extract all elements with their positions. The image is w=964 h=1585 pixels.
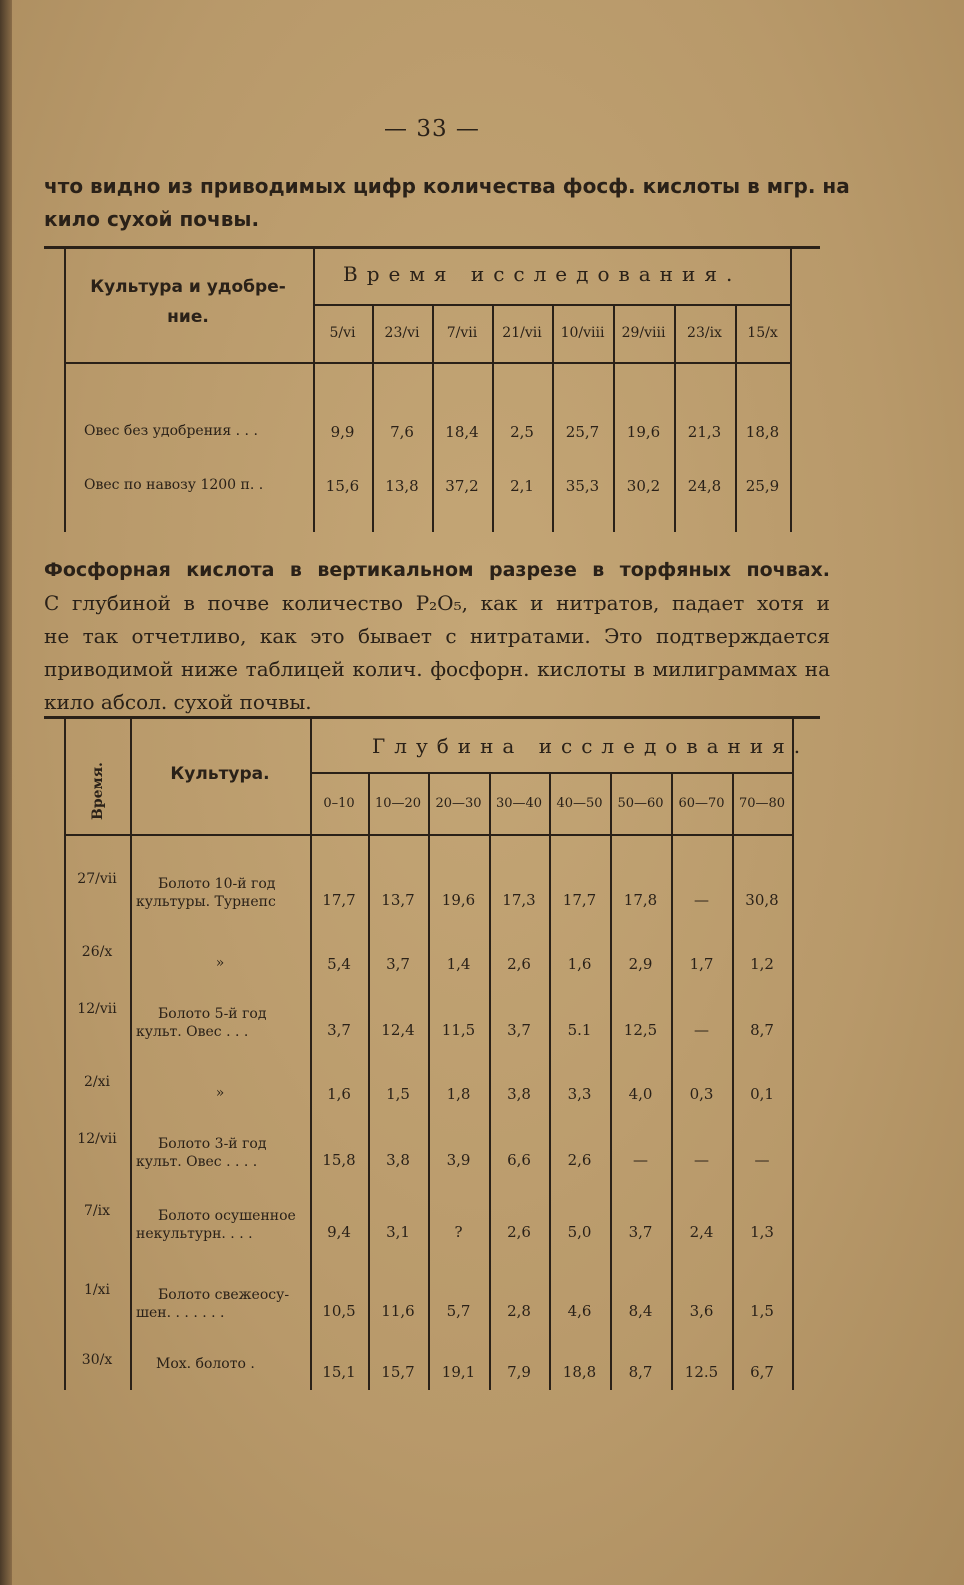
table2-cell: 2,6	[567, 1151, 592, 1169]
table2-culture-cell	[136, 1135, 266, 1171]
table2-cell: 3,1	[386, 1223, 410, 1241]
table2-column-header: 20—30	[435, 796, 482, 811]
intro-paragraph	[44, 170, 850, 236]
table2-cell: 15,7	[381, 1363, 415, 1381]
table2-cell: 15,8	[322, 1151, 356, 1169]
table2-time-cell: 12/vii	[77, 1001, 117, 1017]
table2-cell: 18,8	[562, 1363, 597, 1381]
table1-column-header: 29/viii	[621, 325, 666, 341]
table2-cell: 0,3	[689, 1085, 714, 1103]
table2-cell: 4,6	[567, 1302, 592, 1320]
table2-cell: 5,0	[567, 1223, 592, 1241]
table2-column-divider	[732, 772, 734, 1390]
table2-culture-header: Культура.	[170, 764, 270, 784]
table1-cell: 25,7	[565, 423, 600, 441]
table2-column-divider	[368, 772, 370, 1390]
table2-cell: 3,7	[628, 1223, 653, 1241]
table1-cell: 2,1	[510, 477, 534, 495]
table1-column-header: 23/vi	[384, 325, 420, 341]
table2-cell: 8,7	[628, 1363, 653, 1381]
table1-cell: 18,8	[745, 423, 780, 441]
table2-cell: 2,8	[507, 1302, 531, 1320]
table2-culture-line: Болото осушенное	[158, 1208, 296, 1224]
table2-cell: 30,8	[745, 891, 779, 909]
table2-cell: 19,1	[441, 1363, 476, 1381]
book-spine-edge	[0, 0, 12, 1585]
table2-cell: 3,6	[689, 1302, 714, 1320]
intro-line-2: кило сухой почвы.	[44, 207, 260, 231]
table2-time-cell: 26/x	[81, 944, 113, 960]
table1-column-header: 5/vi	[329, 325, 356, 341]
page-number: — 33 —	[384, 116, 480, 142]
table2-cell: 8,4	[628, 1302, 653, 1320]
table2-cell: 6,7	[750, 1363, 774, 1381]
table1-cell: 9,9	[330, 423, 355, 441]
table2-cell: 1,8	[446, 1085, 471, 1103]
table2-column-divider	[428, 772, 430, 1390]
table2-cell: 6,6	[507, 1151, 531, 1169]
table2-column-header: 40—50	[556, 796, 603, 811]
table1-column-header: 15/x	[747, 325, 778, 341]
table2-culture-cell	[136, 1286, 289, 1322]
table2-cell: 12,4	[381, 1021, 415, 1039]
table2-cell: 1,2	[750, 955, 774, 973]
table2-cell: 1,5	[750, 1302, 774, 1320]
table2-left-border	[64, 716, 66, 1390]
table2-column-header: 30—40	[495, 796, 543, 811]
section-heading: Фосфорная кислота в вертикальном разрезе в торфяных почвах.	[44, 559, 830, 581]
table2-cell: 5,7	[446, 1302, 471, 1320]
table2-column-header: 70—80	[738, 796, 786, 811]
table1-cell: 19,6	[626, 423, 661, 441]
table2-cell: 12,5	[623, 1021, 658, 1039]
table2-cell: 17,7	[562, 891, 597, 909]
table2-top-rule	[44, 716, 820, 719]
table2-cell: 3,9	[446, 1151, 471, 1169]
table2-cell: —	[633, 1151, 648, 1169]
table2-cell: 5,4	[327, 955, 351, 973]
table1-header-rule	[64, 362, 790, 364]
table1-cell: 21,3	[687, 423, 722, 441]
table1-cell: 30,2	[626, 477, 661, 495]
table2-cell: 1,4	[446, 955, 471, 973]
table2-cell: 3,8	[507, 1085, 531, 1103]
table2-cell: 3,8	[386, 1151, 410, 1169]
table2-time-cell: 12/vii	[77, 1131, 117, 1147]
table2-cell: 13,7	[381, 891, 415, 909]
table1-cell: 18,4	[445, 423, 479, 441]
table2-culture-line: культуры. Турнепс	[136, 894, 276, 910]
table2-cell: 3,3	[567, 1085, 592, 1103]
table2-cell: —	[694, 1021, 709, 1039]
table2-culture-line: некультурн. . . .	[136, 1226, 253, 1242]
table1-corner-header: Культура и удобре-ние.	[90, 277, 286, 327]
table2-culture-line: культ. Овес . . .	[136, 1024, 249, 1040]
table2-culture-line: шен. . . . . . .	[136, 1305, 225, 1321]
table1-span-header: Время исследования.	[343, 262, 742, 286]
table2-subheader-rule	[310, 772, 792, 774]
table2-span-header: Глубина исследования.	[372, 734, 810, 758]
table2-cell: 12.5	[684, 1363, 719, 1381]
table2-column-header: 60—70	[678, 796, 725, 811]
table2-column-divider	[671, 772, 673, 1390]
table2-cell: —	[694, 891, 709, 909]
table1-column-header: 7/vii	[446, 325, 478, 341]
table2-cell: 3,7	[327, 1021, 351, 1039]
table2-culture-cell: »	[215, 1085, 225, 1101]
section-line-2: не так отчетливо, как это бывает с нитратами. Это подтверждается	[44, 624, 830, 648]
table2-time-cell: 30/x	[81, 1352, 113, 1368]
table1-cell: 15,6	[325, 477, 360, 495]
table1-row-label: Овес по навозу 1200 п. .	[84, 477, 264, 493]
table2-cell: 9,4	[327, 1223, 351, 1241]
table2-cell: 1,5	[386, 1085, 410, 1103]
table2-time-cell: 27/vii	[77, 871, 117, 887]
table2-cell: 2,6	[507, 1223, 531, 1241]
table1-column-divider	[790, 246, 792, 532]
table1-top-rule	[44, 246, 820, 249]
table2-culture-line: культ. Овес . . . .	[136, 1154, 258, 1170]
table2-cell: 1,3	[750, 1223, 774, 1241]
table2-cell: 1,6	[567, 955, 592, 973]
table2-cell: 2,6	[507, 955, 531, 973]
section-line-3: приводимой ниже таблицей колич. фосфорн. кислоты в милиграммах на	[44, 657, 830, 681]
table2-column-divider	[310, 716, 312, 1390]
table2-cell: —	[754, 1151, 770, 1169]
section-line-4: кило абсол. сухой почвы.	[44, 690, 312, 714]
section-paragraph	[44, 554, 830, 719]
table2-cell: 0,1	[750, 1085, 774, 1103]
table1-row-label: Овес без удобрения . . .	[84, 423, 258, 439]
table2-column-header: 50—60	[617, 796, 664, 811]
table2-cell: 17,3	[502, 891, 536, 909]
table2-culture-cell: Мох. болото .	[156, 1356, 255, 1372]
table2-cell: 19,6	[441, 891, 476, 909]
table2-time-cell: 2/xi	[84, 1074, 110, 1090]
intro-line-1: что видно из приводимых цифр количества фосф. кислоты в мгр. на	[44, 174, 850, 198]
table1-column-header: 21/vii	[502, 325, 542, 341]
table2-cell: 17,8	[623, 891, 658, 909]
table2-time-divider	[130, 716, 132, 1390]
table2-cell: 3,7	[507, 1021, 531, 1039]
table2-column-divider	[610, 772, 612, 1390]
table1-cell: 37,2	[445, 477, 479, 495]
table2-cell: 2,9	[628, 955, 653, 973]
table2-cell: 2,4	[689, 1223, 714, 1241]
table2-time-cell: 7/ix	[84, 1203, 110, 1219]
table2-column-header: 10—20	[374, 796, 422, 811]
table2-cell: 17,7	[322, 891, 356, 909]
table2-column-header: 0–10	[323, 796, 355, 811]
table2-cell: ?	[454, 1223, 463, 1241]
table1-column-header: 23/ix	[687, 325, 722, 341]
table1-cell: 2,5	[510, 423, 534, 441]
table1-cell: 7,6	[390, 423, 414, 441]
table2-culture-line: Болото 3-й год	[158, 1136, 267, 1152]
table2-cell: 1,6	[327, 1085, 351, 1103]
table1-left-border	[64, 246, 66, 532]
table2-cell: 5.1	[567, 1021, 592, 1039]
table2-culture-cell	[136, 875, 276, 911]
table1-cell: 25,9	[745, 477, 780, 495]
table2-cell: 10,5	[322, 1302, 356, 1320]
table2-cell: 3,7	[386, 955, 410, 973]
table2-time-header: Время.	[90, 762, 106, 820]
table2-column-divider	[489, 772, 491, 1390]
table2-culture-line: Болото свежеосу-	[158, 1287, 290, 1303]
table2-column-divider	[549, 772, 551, 1390]
table2-culture-cell	[136, 1207, 296, 1243]
table1-cell: 24,8	[687, 477, 722, 495]
table2-culture-line: Болото 5-й год	[158, 1006, 267, 1022]
table2-culture-cell	[136, 1005, 266, 1041]
table1-cell: 13,8	[385, 477, 419, 495]
table1-column-header: 10/viii	[560, 325, 605, 341]
table2-cell: 15,1	[322, 1363, 356, 1381]
table2-culture-cell: »	[215, 955, 225, 971]
table2-time-cell: 1/xi	[84, 1282, 110, 1298]
table2-culture-line: Болото 10-й год	[158, 876, 276, 892]
table2-cell: 4,0	[628, 1085, 653, 1103]
table2-cell: 7,9	[507, 1363, 531, 1381]
table2-cell: 11,6	[381, 1302, 415, 1320]
table2-cell: —	[694, 1151, 709, 1169]
section-line-1: С глубиной в почве количество P₂O₅, как и нитратов, падает хотя и	[44, 591, 830, 615]
table2-cell: 8,7	[750, 1021, 774, 1039]
table2-column-divider	[792, 716, 794, 1390]
table2-cell: 11,5	[441, 1021, 476, 1039]
table2-cell: 1,7	[689, 955, 714, 973]
table1-cell: 35,3	[565, 477, 600, 495]
